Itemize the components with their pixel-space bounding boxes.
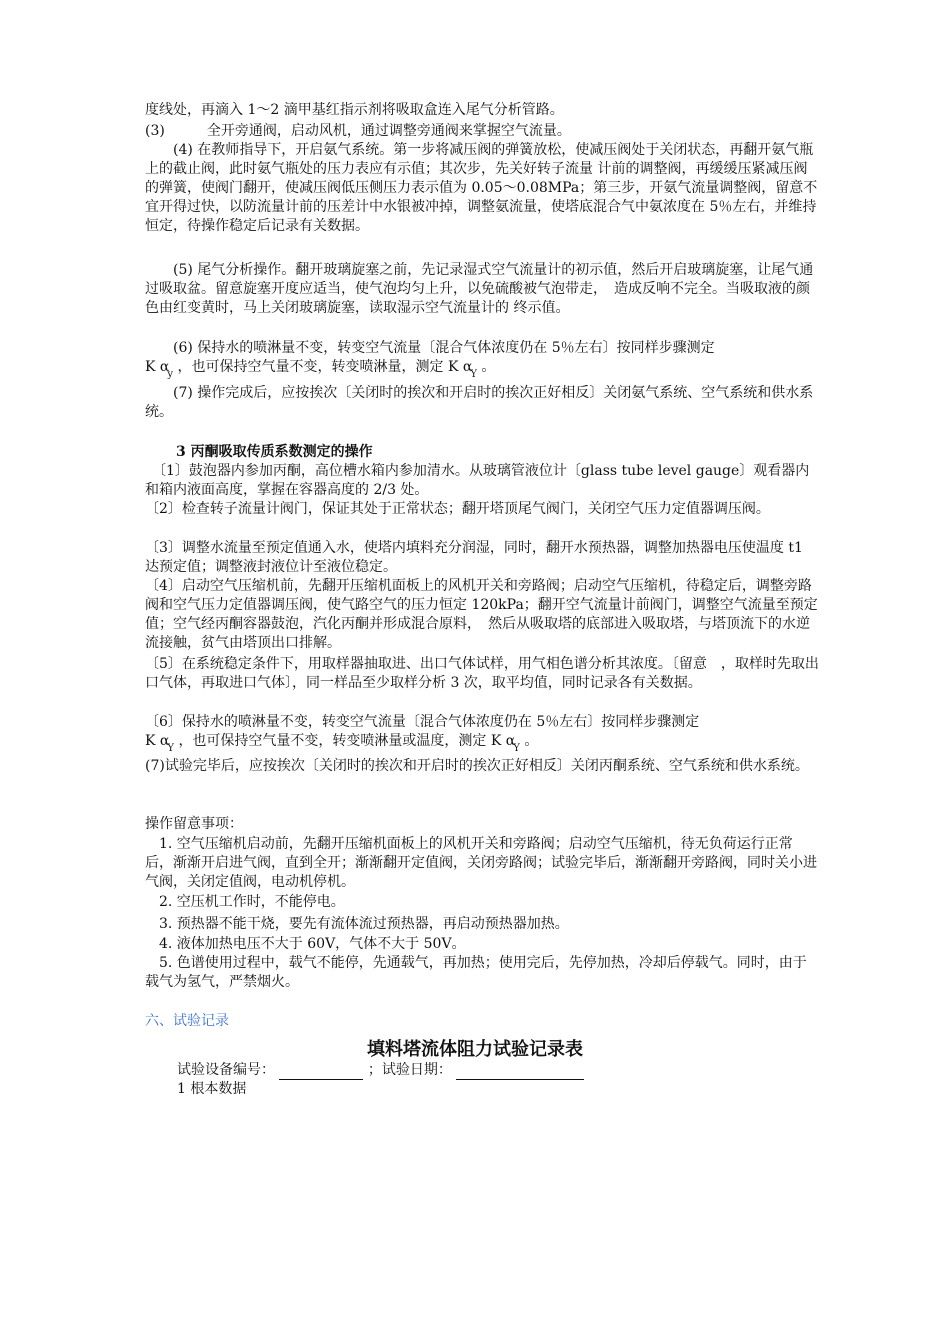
k-alpha-symbol: K α [447,359,473,375]
note-4: 4. 液体加热电压不大于 60V，气体不大于 50V。 [145,936,466,952]
section-heading-records: 六、试验记录 [145,1013,229,1029]
paragraph-acetone-2: 〔2〕检查转子流量计阀门，保证其处于正常状态；翻开塔顶尾气阀门，关闭空气压力定值器调压阀。 [145,501,770,517]
k-alpha-symbol: K α [490,733,516,749]
k-alpha-subscript: Y [167,743,174,754]
paragraph-step-7: (7) 操作完成后，应按挨次〔关闭时的挨次和开启时的挨次正好相反〕关闭氨气系统、空气系统和供水系统。 [145,385,814,420]
k-alpha-symbol: K α [145,359,170,375]
table-title: 填料塔流体阻力试验记录表 [367,1039,583,1060]
paragraph-acetone-4: 〔4〕启动空气压缩机前，先翻开压缩机面板上的风机开关和旁路阀；启动空气压缩机，待稳定后，调整旁路阀和空气压力定值器调压阀，使气路空气的压力恒定 120kPa；翻开空气流量计前阀门，调整空气流量至预定值；空气经丙酮容器鼓泡，汽化丙酮并形成混合原料， 然后从吸取塔的底部进入吸取塔，与塔顶流下的水逆流接触，贫气由塔顶出口排解。 [145,578,818,651]
paragraph-step-5: (5) 尾气分析操作。翻开玻璃旋塞之前，先记录湿式空气流量计的初示值，然后开启玻璃旋塞，让尾气通过吸取盆。留意旋塞开度应适当，使气泡均匀上升，以免硫酸被气泡带走， 造成反响不完全。当吸取液的颜色由红变黄时，马上关闭玻璃旋塞，读取湿示空气流量计的 终示值。 [145,262,814,316]
paragraph-acetone-5: 〔5〕在系统稳定条件下，用取样器抽取进、出口气体试样，用气相色谱分析其浓度。〔留意 ，取样时先取出口气体，再取进口气体〕，同一样品至少取样分析 3 次，取平均值，同时记录各有关数据。 [145,656,819,691]
paragraph-step-4: (4) 在教师指导下，开启氨气系统。第一步将减压阀的弹簧放松，使减压阀处于关闭状态，再翻开氨气瓶上的截止阀，此时氨气瓶处的压力表应有示值；其次步，先关好转子流量 计前的调整阀，再缓缓压紧减压阀的弹簧，使阀门翻开，使减压阀低压侧压力表示值为 0.05～0.08MPa；第三步，开氨气流量调整阀，留意不宜开得过快，以防流量计前的压差计中水银被冲掉，调整氨流量，使塔底混合气中氨浓度在 5％左右，并维持恒定，待操作稳定后记录有关数据。 [145,142,818,234]
paragraph-step-6-line2 [145,358,820,384]
k-alpha-subscript: y [167,369,174,380]
paragraph-acetone-6 [145,713,820,758]
paragraph-step-6-line1: (6) 保持水的喷淋量不变，转变空气流量〔混合气体浓度仍在 5％左右〕按同样步骤测定 [145,340,715,356]
paragraph-acetone-6-mid: ，也可保持空气量不变，转变喷淋量或温度，测定 [178,733,487,749]
paragraph-acetone-1: 〔1〕鼓泡器内参加丙酮，高位槽水箱内参加清水。从玻璃管液位计〔glass tube level gauge〕观看器内和箱内液面高度，掌握在容器高度的 2/3 处。 [145,463,810,498]
k-alpha-subscript: Y [470,369,477,380]
notes-title: 操作留意事项： [145,816,243,832]
heading-acetone-section: 3 丙酮吸取传质系数测定的操作 [176,444,373,460]
date-label: ；试验日期： [367,1062,452,1078]
paragraph-absorber-connect: 度线处，再滴入 1～2 滴甲基红指示剂将吸取盒连入尾气分析管路。 [145,102,564,118]
paragraph-acetone-3: 〔3〕调整水流量至预定值通入水，使塔内填料充分润湿，同时，翻开水预热器，调整加热器电压使温度 t1 达预定值；调整液封液位计至液位稳定。 [145,540,803,575]
date-blank[interactable] [456,1063,584,1080]
device-number-label: 试验设备编号： [177,1062,275,1078]
device-number-blank[interactable] [279,1063,363,1080]
form-line [177,1061,777,1080]
paragraph-step-6-mid: ，也可保持空气量不变，转变喷淋量，测定 [177,359,444,375]
paragraph-acetone-6-end: 。 [524,733,539,749]
paragraph-acetone-6-line2 [145,732,820,758]
paragraph-step-6 [145,339,820,384]
note-2: 2. 空压机工作时，不能停电。 [145,894,345,910]
paragraph-step-6-end: 。 [481,359,496,375]
paragraph-acetone-7: (7)试验完毕后，应按挨次〔关闭时的挨次和开启时的挨次正好相反〕关闭丙酮系统、空气系统和供水系统。 [145,758,809,774]
k-alpha-subscript: Y [513,743,520,754]
paragraph-acetone-6-line1: 〔6〕保持水的喷淋量不变，转变空气流量〔混合气体浓度仍在 5％左右〕按同样步骤测定 [145,714,700,730]
note-3: 3. 预热器不能干烧，要先有流体流过预热器，再启动预热器加热。 [145,916,569,932]
k-alpha-symbol: K α [145,733,170,749]
note-1: 1. 空气压缩机启动前，先翻开压缩机面板上的风机开关和旁路阀；启动空气压缩机，待无负荷运行正常后，渐渐开启进气阀，直到全开；渐渐翻开定值阀，关闭旁路阀；试验完毕后，渐渐翻开旁路阀，同时关小进气阀，关闭定值阀，电动机停机。 [145,836,817,890]
note-5: 5. 色谱使用过程中，载气不能停，先通载气，再加热；使用完后，先停加热，冷却后停载气。同时，由于载气为氢气，严禁烟火。 [145,955,807,990]
basic-data-label: 1 根本数据 [177,1081,247,1097]
paragraph-step-3: (3) 全开旁通阀，启动风机，通过调整旁通阀来掌握空气流量。 [145,123,571,139]
